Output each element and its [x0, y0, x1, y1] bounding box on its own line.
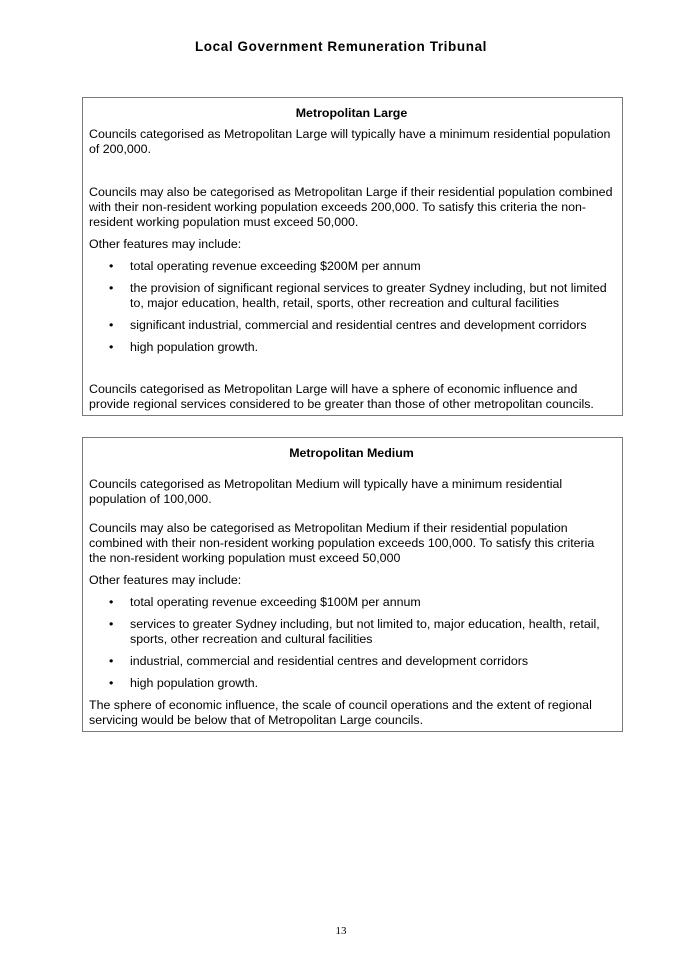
metropolitan-medium-box [82, 437, 623, 732]
bullet-icon: • [109, 617, 114, 631]
list-item: • industrial, commercial and residential centres and development corridors [109, 654, 529, 668]
features-intro: Other features may include: [89, 573, 242, 587]
bullet-icon: • [109, 259, 114, 273]
bullet-icon: • [109, 676, 114, 690]
list-item: • the provision of significant regional services to greater Sydney including, but not limited to, major education, health, retail, sports, other recreation and cultural facilities [109, 281, 607, 310]
section-closing-paragraph: Councils categorised as Metropolitan Large will have a sphere of economic influence and provide regional services considered to be greater than those of other metropolitan councils. [89, 382, 594, 411]
page-number: 13 [335, 925, 347, 937]
features-list [89, 595, 614, 691]
section-title: Metropolitan Medium [289, 446, 414, 460]
list-item: • high population growth. [109, 676, 259, 690]
list-item: • significant industrial, commercial and residential centres and development corridors [109, 318, 587, 332]
section-paragraph: Councils may also be categorised as Metropolitan Medium if their residential population combined with their non-resident working population exceeds 100,000. To satisfy this criteria the non-resident working population must exceed 50,000 [89, 521, 595, 565]
list-item: • total operating revenue exceeding $200M per annum [109, 259, 421, 273]
section-closing-paragraph: The sphere of economic influence, the scale of council operations and the extent of regional servicing would be below that of Metropolitan Large councils. [89, 698, 592, 727]
bullet-icon: • [109, 340, 114, 354]
section-paragraph: Councils may also be categorised as Metropolitan Large if their residential population combined with their non-resident working population exceeds 200,000. To satisfy this criteria the non-resident working population must exceed 50,000. [89, 185, 613, 229]
list-item: • services to greater Sydney including, but not limited to, major education, health, retail, sports, other recreation and cultural facilities [109, 617, 600, 646]
list-item: • total operating revenue exceeding $100M per annum [109, 595, 421, 609]
features-list [89, 259, 614, 355]
page-header-title: Local Government Remuneration Tribunal [194, 39, 488, 54]
bullet-icon: • [109, 281, 114, 295]
features-intro: Other features may include: [89, 237, 242, 251]
section-title: Metropolitan Large [295, 106, 408, 120]
section-paragraph: Councils categorised as Metropolitan Large will typically have a minimum residential population of 200,000. [89, 127, 611, 156]
section-paragraph: Councils categorised as Metropolitan Medium will typically have a minimum residential population of 100,000. [89, 477, 563, 506]
bullet-icon: • [109, 654, 114, 668]
bullet-icon: • [109, 318, 114, 332]
list-item: • high population growth. [109, 340, 259, 354]
bullet-icon: • [109, 595, 114, 609]
metropolitan-large-box [82, 97, 623, 416]
